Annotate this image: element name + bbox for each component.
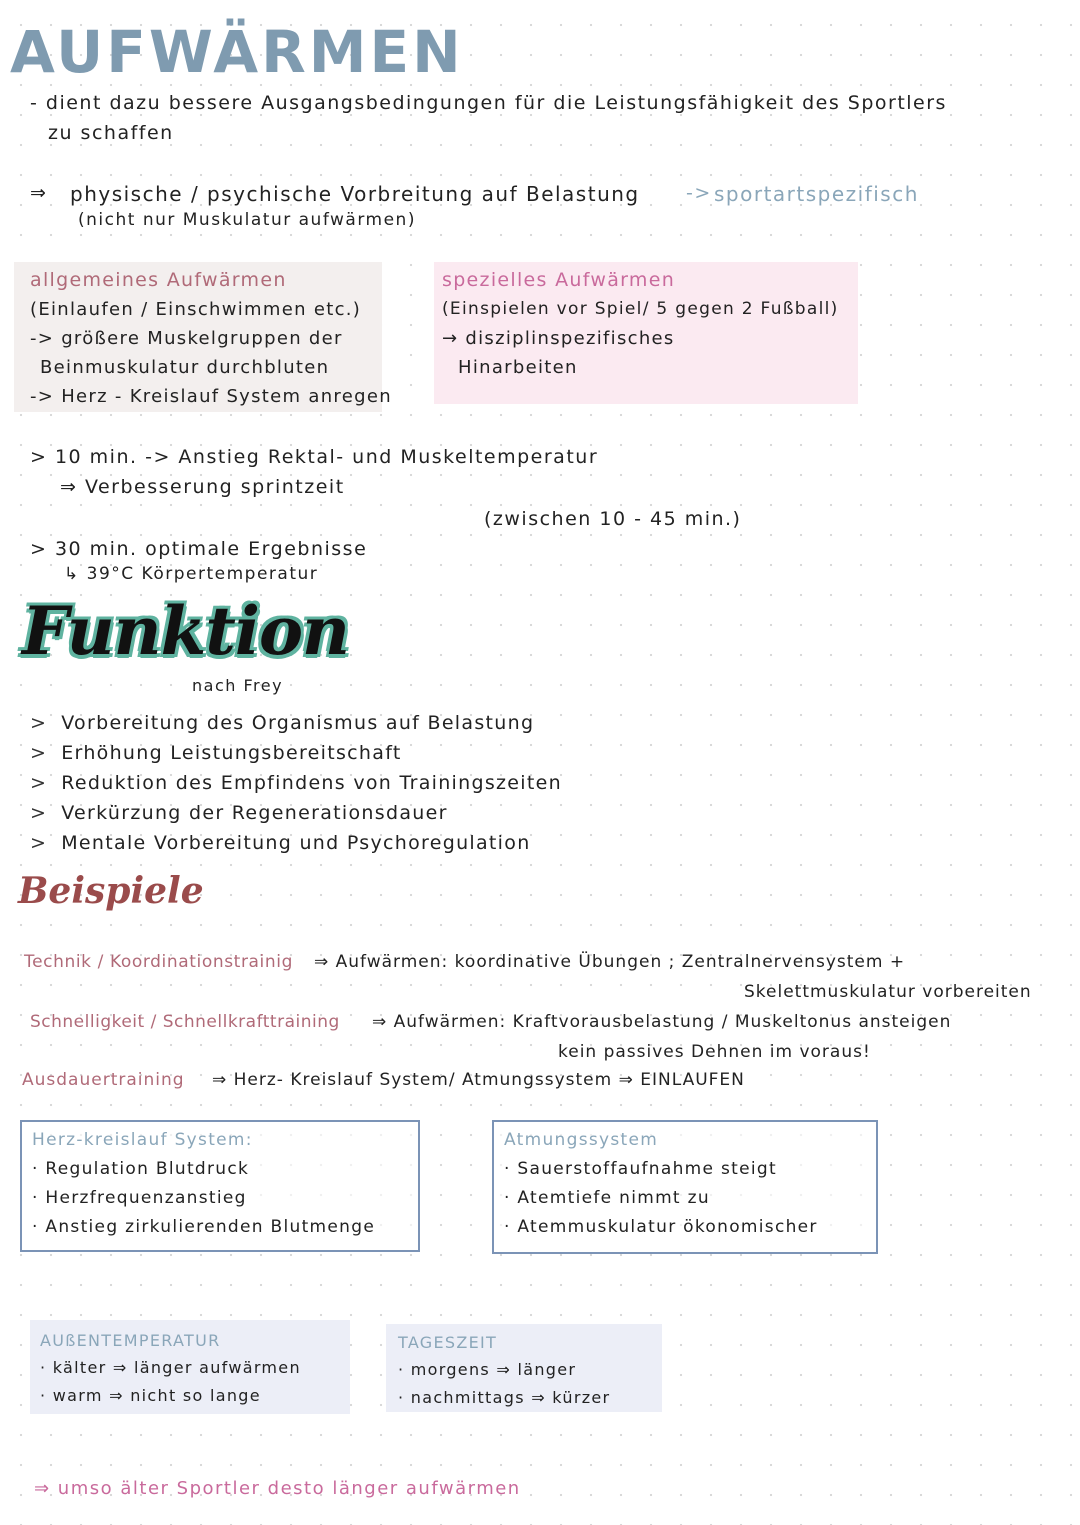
special-warmup-line: (Einspielen vor Spiel/ 5 gegen 2 Fußball) <box>442 299 839 319</box>
beispiele-heading: Beispiele <box>18 870 204 912</box>
general-warmup-line: -> Herz - Kreislauf System anregen <box>30 386 392 407</box>
intro-line-1: - dient dazu bessere Ausgangsbedingungen für die Leistungsfähigkeit des Sportlers <box>30 92 947 114</box>
technik-text-2: Skelettmuskulatur vorbereiten <box>744 982 1032 1002</box>
funktion-source: nach Frey <box>192 676 284 695</box>
tageszeit-heading: TAGESZEIT <box>398 1333 498 1352</box>
general-warmup-line: (Einlaufen / Einschwimmen etc.) <box>30 299 362 320</box>
physical-note-arrow: -> <box>686 182 712 204</box>
timing-30min-temp: ↳ 39°C Körpertemperatur <box>64 564 319 584</box>
schnell-text: ⇒ Aufwärmen: Kraftvorausbelastung / Muskeltonus ansteigen <box>372 1012 952 1032</box>
special-warmup-heading: spezielles Aufwärmen <box>442 269 676 291</box>
tageszeit-line: · morgens ⇒ länger <box>398 1360 577 1379</box>
special-warmup-line: → disziplinspezifisches <box>442 328 675 349</box>
herz-kreislauf-line: · Herzfrequenzanstieg <box>32 1188 247 1208</box>
herz-kreislauf-box <box>20 1120 420 1252</box>
aussentemperatur-heading: AUßENTEMPERATUR <box>40 1331 221 1350</box>
funktion-list <box>30 712 562 862</box>
general-warmup-line: -> größere Muskelgruppen der <box>30 328 343 349</box>
atmungssystem-line: · Sauerstoffaufnahme steigt <box>504 1159 777 1179</box>
herz-kreislauf-line: · Anstieg zirkulierenden Blutmenge <box>32 1217 376 1237</box>
ausdauer-text: ⇒ Herz- Kreislauf System/ Atmungssystem ⇒ EINLAUFEN <box>212 1070 745 1090</box>
general-warmup-heading: allgemeines Aufwärmen <box>30 269 287 291</box>
funktion-heading: Funktion <box>22 592 349 670</box>
schnell-label: Schnelligkeit / Schnellkrafttraining <box>30 1012 340 1032</box>
intro-line-2: zu schaffen <box>48 122 174 144</box>
atmungssystem-line: · Atemmuskulatur ökonomischer <box>504 1217 818 1237</box>
page-title: AUFWÄRMEN <box>10 18 464 86</box>
herz-kreislauf-line: · Regulation Blutdruck <box>32 1159 250 1179</box>
timing-10min: > 10 min. -> Anstieg Rektal- und Muskeltemperatur <box>30 446 599 468</box>
physical-note: sportartspezifisch <box>714 182 919 206</box>
tageszeit-line: · nachmittags ⇒ kürzer <box>398 1388 611 1407</box>
special-warmup-line: Hinarbeiten <box>458 357 578 378</box>
ausdauer-label: Ausdauertraining <box>22 1070 185 1090</box>
technik-text: ⇒ Aufwärmen: koordinative Übungen ; Zentralnervensystem + <box>314 952 906 972</box>
funktion-item: > Vorbereitung des Organismus auf Belastung <box>30 712 535 734</box>
technik-label: Technik / Koordinationstrainig <box>24 952 293 972</box>
atmungssystem-heading: Atmungssystem <box>504 1130 659 1150</box>
atmungssystem-box <box>492 1120 878 1254</box>
funktion-item: > Mentale Vorbereitung und Psychoregulation <box>30 832 531 854</box>
funktion-item: > Reduktion des Empfindens von Trainingszeiten <box>30 772 562 794</box>
timing-30min: > 30 min. optimale Ergebnisse <box>30 538 368 560</box>
aussentemperatur-box <box>30 1320 350 1414</box>
timing-range: (zwischen 10 - 45 min.) <box>484 508 742 530</box>
general-warmup-box <box>14 262 392 412</box>
special-warmup-box <box>434 262 858 404</box>
timing-10min-result: ⇒ Verbesserung sprintzeit <box>60 476 345 498</box>
schnell-text-2: kein passives Dehnen im voraus! <box>558 1042 871 1062</box>
funktion-item: > Verkürzung der Regenerationsdauer <box>30 802 448 824</box>
funktion-item: > Erhöhung Leistungsbereitschaft <box>30 742 402 764</box>
aussentemperatur-line: · kälter ⇒ länger aufwärmen <box>40 1358 301 1377</box>
footer-note: ⇒ umso älter Sportler desto länger aufwärmen <box>34 1478 521 1499</box>
herz-kreislauf-heading: Herz-kreislauf System: <box>32 1130 253 1150</box>
atmungssystem-line: · Atemtiefe nimmt zu <box>504 1188 710 1208</box>
aussentemperatur-line: · warm ⇒ nicht so lange <box>40 1386 261 1405</box>
general-warmup-line: Beinmuskulatur durchbluten <box>40 357 330 378</box>
tageszeit-box <box>386 1324 662 1412</box>
physical-arrow: ⇒ <box>30 182 48 204</box>
physical-main: physische / psychische Vorbreitung auf Belastung <box>70 182 640 206</box>
physical-sub: (nicht nur Muskulatur aufwärmen) <box>78 210 416 230</box>
